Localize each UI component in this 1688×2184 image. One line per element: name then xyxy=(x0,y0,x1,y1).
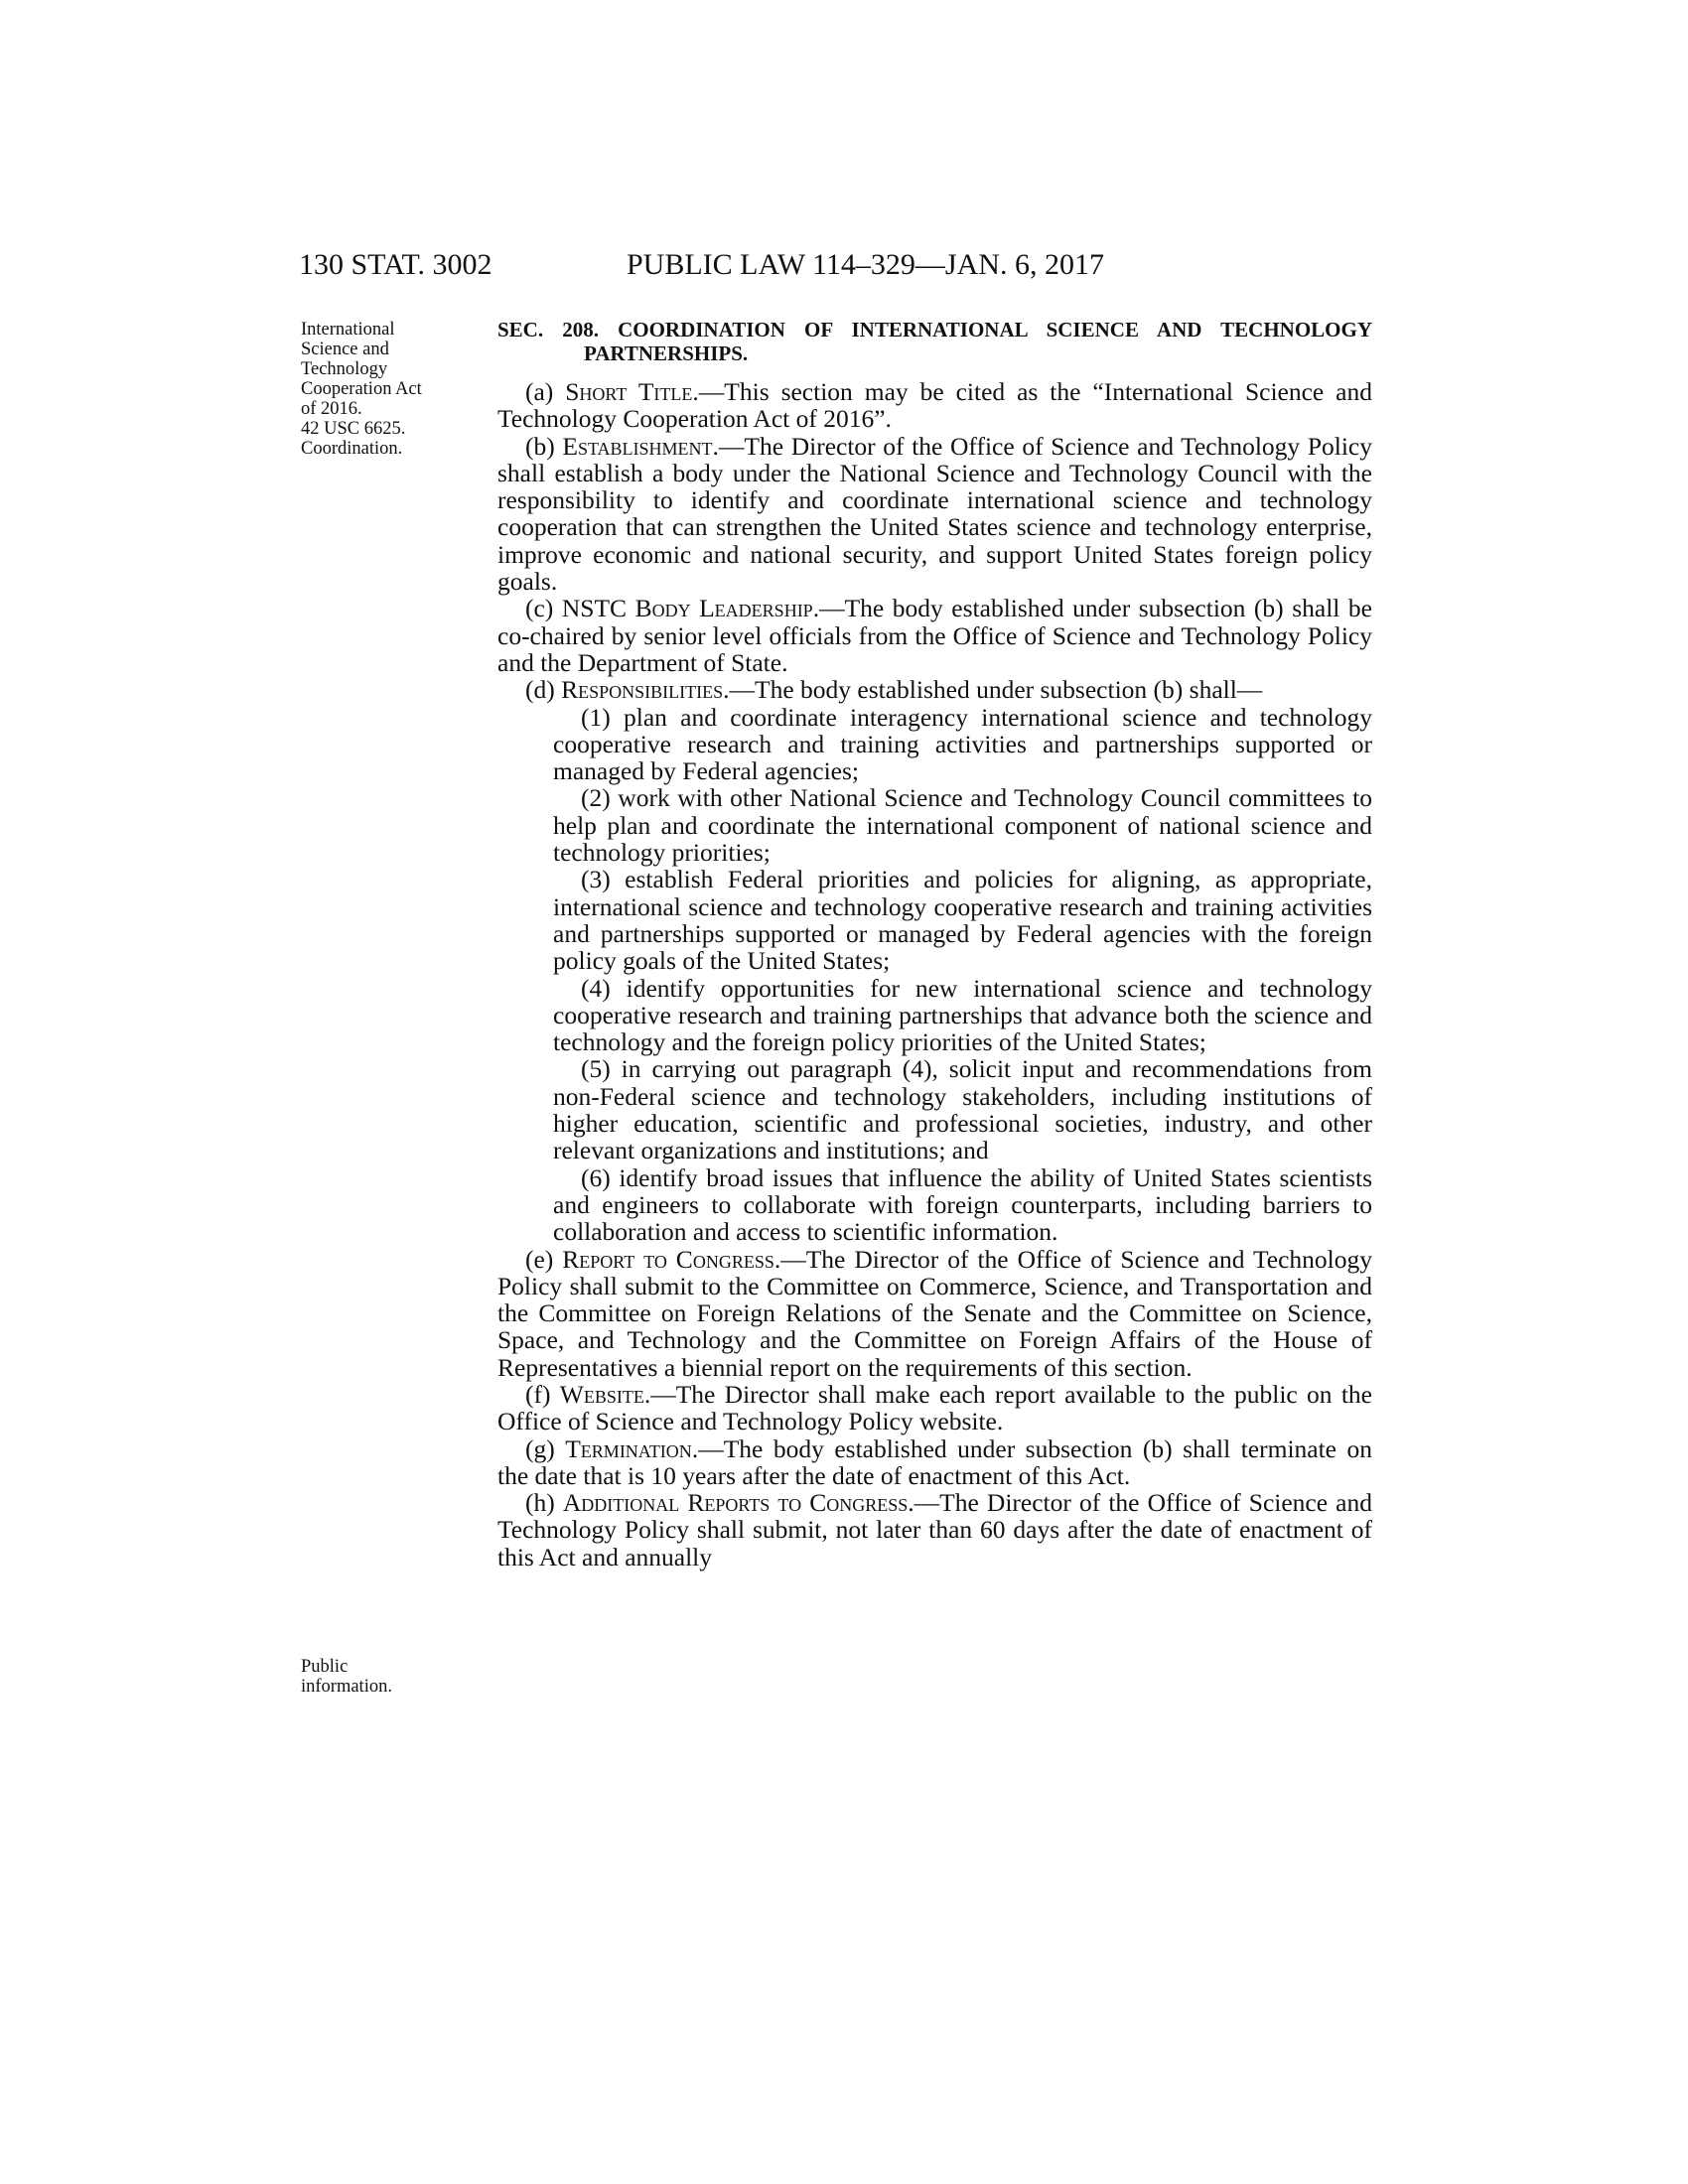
subsection-label: (a) xyxy=(525,377,566,406)
subsection-label: (f) xyxy=(525,1379,560,1409)
margin-note-line: Science and xyxy=(301,340,389,359)
subsection-title: NSTC Body Leadership xyxy=(561,594,813,623)
margin-note-line: Cooperation Act xyxy=(301,379,422,399)
paragraph-item: (4) identify opportunities for new international science and technology cooperative research and training partnerships that advance both the science and technology and the foreign policy priorities of the United States; xyxy=(553,973,1372,1057)
stat-citation: 130 STAT. 3002 xyxy=(299,248,492,281)
subsection-label: (b) xyxy=(525,431,563,461)
subsection-title: Short Title xyxy=(565,377,693,406)
margin-note-line: Coordination. xyxy=(301,439,403,459)
subsection-label: (g) xyxy=(525,1433,566,1463)
subsection-title: Responsibilities xyxy=(561,675,724,705)
paragraph-item: (3) establish Federal priorities and policies for aligning, as appropriate, international science and technology cooperative research and training activities and partnerships supported or managed by Federal agencies with the foreign policy goals of the United States; xyxy=(553,865,1372,976)
margin-note-public-information xyxy=(301,1657,475,1697)
subsection-label: (e) xyxy=(525,1244,563,1274)
subsection-a xyxy=(497,378,1372,433)
subsection-title: Website xyxy=(559,1379,644,1409)
subsection-title: Establishment xyxy=(562,431,713,461)
subsection-title: Report to Congress xyxy=(562,1244,774,1274)
subsection-label: (d) xyxy=(525,675,562,705)
subsection-title: Termination xyxy=(565,1433,692,1463)
paragraph-item: (6) identify broad issues that influence the ability of United States scientists and engineers to collaborate with foreign counterparts, including barriers to collaboration and access to scientific information. xyxy=(553,1162,1372,1247)
subsection-title: Additional Reports to Congress xyxy=(562,1488,909,1518)
margin-note-line: International xyxy=(301,320,395,340)
subsection-text: .—The Director shall make each report available to the public on the Office of Science and Technology Policy website. xyxy=(497,1379,1372,1436)
margin-note-line: of 2016. xyxy=(301,399,362,419)
subsection-c xyxy=(497,595,1372,676)
paragraph-item: (2) work with other National Science and Technology Council committees to help plan and coordinate the international component of national science and technology priorities; xyxy=(553,783,1372,868)
paragraph-item: (5) in carrying out paragraph (4), solicit input and recommendations from non-Federal science and technology stakeholders, including institutions of higher education, scientific and professional societies, industry, and other relevant organizations and institutions; and xyxy=(553,1054,1372,1165)
subsection-g xyxy=(497,1435,1372,1490)
subsection-text: .—This section may be cited as the “International Science and Technology Cooperation Act of 2016”. xyxy=(497,377,1372,434)
margin-note-line: Technology xyxy=(301,359,388,379)
subsection-b xyxy=(497,433,1372,596)
subsection-text: .—The body established under subsection (b) shall terminate on the date that is 10 years after the date of enactment of this Act. xyxy=(497,1433,1373,1490)
paragraph-item: (1) plan and coordinate interagency international science and technology cooperative research and training activities and partnerships supported or managed by Federal agencies; xyxy=(553,702,1372,786)
page-header xyxy=(299,248,1371,288)
subsection-text: .—The Director of the Office of Science and Technology Policy shall submit to the Committee on Commerce, Science, and Transportation and the Committee on Foreign Relations of the Senate and the Committee on Science, Space, and Technology and the Committee on Foreign Affairs of the House of Representatives a biennial report on the requirements of this section. xyxy=(497,1244,1372,1382)
subsection-text: .—The Director of the Office of Science and Technology Policy shall establish a body under the National Science and Technology Council with the responsibility to identify and coordinate international science and technology cooperation that can strengthen the United States science and technology enterprise, improve economic and national security, and support United States foreign policy goals. xyxy=(497,431,1372,597)
section-body xyxy=(497,318,1372,1570)
subsection-label: (h) xyxy=(525,1488,563,1518)
margin-note-line: Public xyxy=(301,1657,349,1677)
public-law-citation: PUBLIC LAW 114–329—JAN. 6, 2017 xyxy=(627,248,1104,281)
subsection-text: .—The body established under subsection (b) shall— xyxy=(723,675,1263,705)
subsection-d xyxy=(497,676,1372,703)
subsection-text: .—The body established under subsection (b) shall be co-chaired by senior level officials from the Office of Science and Technology Policy and the Department of State. xyxy=(497,594,1372,677)
subsection-e xyxy=(497,1246,1372,1381)
subsection-text: .—The Director of the Office of Science and Technology Policy shall submit, not later than 60 days after the date of enactment of this Act and annually xyxy=(497,1488,1372,1571)
margin-note-line: information. xyxy=(301,1677,392,1697)
subsection-h xyxy=(497,1489,1372,1570)
margin-note-line: 42 USC 6625. xyxy=(301,419,406,439)
section-heading: SEC. 208. COORDINATION OF INTERNATIONAL SCIENCE AND TECHNOLOGY PARTNERSHIPS. xyxy=(497,318,1372,365)
subsection-label: (c) xyxy=(525,594,562,623)
margin-note-act-citation xyxy=(301,320,475,459)
subsection-f xyxy=(497,1381,1372,1435)
